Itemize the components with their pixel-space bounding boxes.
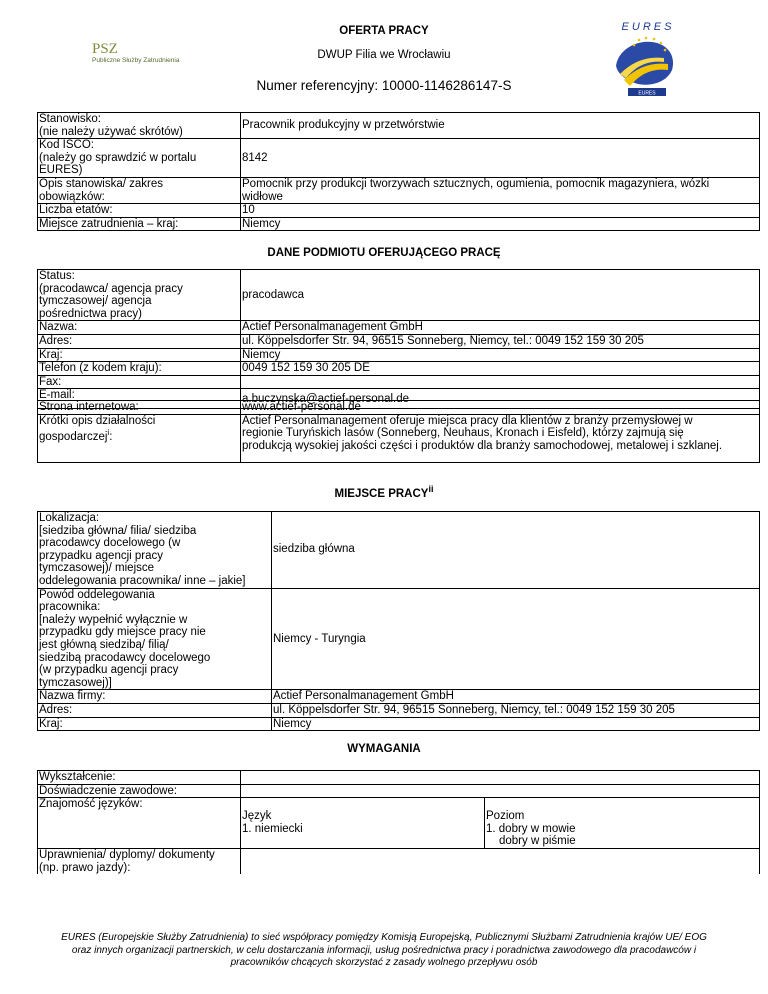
permits-value xyxy=(241,848,760,874)
status-value: pracodawca xyxy=(241,270,760,321)
table-row xyxy=(38,139,760,178)
table-row xyxy=(38,270,760,321)
level-header: Poziom xyxy=(486,810,525,823)
table-row xyxy=(38,848,760,874)
workplace-table xyxy=(37,511,760,731)
employer-country-value: Niemcy xyxy=(241,348,760,362)
language-1: 1. niemiecki xyxy=(242,822,303,835)
positions-count-value: 10 xyxy=(241,204,760,218)
employer-address-value: ul. Köppelsdorfer Str. 94, 96515 Sonneberg, Niemcy, tel.: 0049 152 159 30 205 xyxy=(241,334,760,348)
job-description-value: Pomocnik przy produkcji tworzywach sztucznych, ogumienia, pomocnik magazyniera, wózki widłowe xyxy=(241,177,760,203)
table-row xyxy=(38,348,760,362)
table-row xyxy=(38,217,760,231)
work-country-value: Niemcy xyxy=(241,217,760,231)
eures-emblem-icon xyxy=(606,18,686,98)
experience-label: Doświadczenie zawodowe: xyxy=(38,784,241,798)
table-row xyxy=(38,113,760,139)
workplace-address-label: Adres: xyxy=(38,703,272,717)
workplace-address-value: ul. Köppelsdorfer Str. 94, 96515 Sonneberg, Niemcy, tel.: 0049 152 159 30 205 xyxy=(272,703,760,717)
requirements-table xyxy=(37,770,760,874)
table-row xyxy=(38,375,760,389)
employer-address-label: Adres: xyxy=(38,334,241,348)
employer-name-label: Nazwa: xyxy=(38,321,241,335)
table-row xyxy=(38,784,760,798)
psz-acronym: PSZ xyxy=(92,41,118,57)
website-label: Strona internetowa: xyxy=(38,401,241,415)
table-row xyxy=(38,401,760,415)
language-cell xyxy=(241,798,485,849)
phone-label: Telefon (z kodem kraju): xyxy=(38,362,241,376)
secondment-reason-value: Niemcy - Turyngia xyxy=(272,588,760,690)
positions-count-label: Liczba etatów: xyxy=(38,204,241,218)
psz-logo xyxy=(92,42,202,70)
table-row xyxy=(38,334,760,348)
email-value: a.buczynska@actief-personal.de xyxy=(241,389,760,409)
psz-tagline: Publiczne Służby Zatrudnienia xyxy=(92,57,180,64)
table-row xyxy=(38,362,760,376)
level-1-writing: dobry w piśmie xyxy=(499,835,576,848)
document-title: OFERTA PRACY xyxy=(339,25,429,37)
employer-country-label: Kraj: xyxy=(38,348,241,362)
business-description-value: Actief Personalmanagement oferuje miejsca pracy dla klientów z branży przemysłowej w regionie Turyńskich lasów (Sonneberg, Neuhaus, Kronach i Eisfeld), którzy zajmują się produkcją wysokiej jakości części i produktów dla branży samochodowej, metalowej i szklanej. xyxy=(241,414,760,462)
isco-label: Kod ISCO: (należy go sprawdzić w portalu EURES) xyxy=(38,139,241,178)
business-description-label-end: : xyxy=(109,431,113,444)
table-row xyxy=(38,690,760,704)
workplace-country-label: Kraj: xyxy=(38,717,272,731)
reference-number: Numer referencyjny: 10000-1146286147-S xyxy=(256,78,512,93)
education-label: Wykształcenie: xyxy=(38,771,241,785)
footnote-marker: ii xyxy=(428,484,434,494)
requirements-heading: WYMAGANIA xyxy=(347,743,421,755)
language-header: Język xyxy=(242,810,272,823)
table-row xyxy=(38,414,760,462)
level-cell xyxy=(485,798,760,849)
job-table xyxy=(37,112,760,231)
secondment-reason-label: Powód oddelegowania pracownika: [należy wypełnić wyłącznie w przypadku gdy miejsce pracy nie jest główną siedzibą/ filią/ siedzibą pracodawcy docelowego (w przypadku agencji pracy tymczasowej)] xyxy=(38,588,272,690)
status-label: Status: (pracodawca/ agencja pracy tymczasowej/ agencja pośrednictwa pracy) xyxy=(38,270,241,321)
isco-value: 8142 xyxy=(241,139,760,178)
table-row xyxy=(38,771,760,785)
business-description-label-text: Krótki opis działalności gospodarczej xyxy=(39,414,156,444)
footnote-marker: i xyxy=(107,428,110,438)
eures-logo-title: EURES xyxy=(621,21,675,33)
phone-value: 0049 152 159 30 205 DE xyxy=(241,362,760,376)
permits-label: Uprawnienia/ dyplomy/ dokumenty (np. prawo jazdy): xyxy=(38,848,241,874)
position-label: Stanowisko: (nie należy używać skrótów) xyxy=(38,113,241,139)
business-description-label xyxy=(38,414,241,462)
table-row xyxy=(38,321,760,335)
fax-label: Fax: xyxy=(38,375,241,389)
languages-label: Znajomość języków: xyxy=(38,798,241,849)
email-label: E-mail: xyxy=(38,389,241,409)
company-name-label: Nazwa firmy: xyxy=(38,690,272,704)
employer-name-value: Actief Personalmanagement GmbH xyxy=(241,321,760,335)
fax-value xyxy=(241,375,760,389)
table-row xyxy=(38,204,760,218)
workplace-heading xyxy=(0,484,768,500)
table-row xyxy=(38,798,760,849)
employer-table xyxy=(37,269,760,409)
experience-value xyxy=(241,784,760,798)
table-row xyxy=(38,177,760,203)
employer-heading: DANE PODMIOTU OFERUJĄCEGO PRACĘ xyxy=(267,247,501,259)
company-name-value: Actief Personalmanagement GmbH xyxy=(272,690,760,704)
work-country-label: Miejsce zatrudnienia – kraj: xyxy=(38,217,241,231)
website-value: www.actief-personal.de xyxy=(241,401,760,415)
eures-logo xyxy=(606,18,686,98)
employer-details-table xyxy=(37,400,760,463)
table-row xyxy=(38,512,760,589)
workplace-country-value: Niemcy xyxy=(272,717,760,731)
position-value: Pracownik produkcyjny w przetwórstwie xyxy=(241,113,760,139)
level-1: 1. dobry w mowie xyxy=(486,822,576,835)
education-value xyxy=(241,771,760,785)
location-label: Lokalizacja: [siedziba główna/ filia/ siedziba pracodawcy docelowego (w przypadku agencji pracy tymczasowej)/ miejsce oddelegowania pracownika/ inne – jakie] xyxy=(38,512,272,589)
job-description-label: Opis stanowiska/ zakres obowiązków: xyxy=(38,177,241,203)
footer-note: EURES (Europejskie Służby Zatrudnienia) to sieć współpracy pomiędzy Komisją Europejską, Publicznymi Służbami Zatrudnienia krajów UE/ EOG oraz innych organizacji partnerskich, w celu dostarczania informacji, usług pośrednictwa pracy i poradnictwa zawodowego dla pracodawców i pracowników chcących skorzystać z zasady wolnego przepływu osób xyxy=(61,932,707,968)
workplace-heading-text: MIEJSCE PRACY xyxy=(334,487,429,500)
location-value: siedziba główna xyxy=(272,512,760,589)
table-row xyxy=(38,588,760,690)
table-row xyxy=(38,703,760,717)
office-name: DWUP Filia we Wrocławiu xyxy=(317,49,451,61)
eures-logo-caption: EURES xyxy=(638,90,656,97)
table-row xyxy=(38,717,760,731)
